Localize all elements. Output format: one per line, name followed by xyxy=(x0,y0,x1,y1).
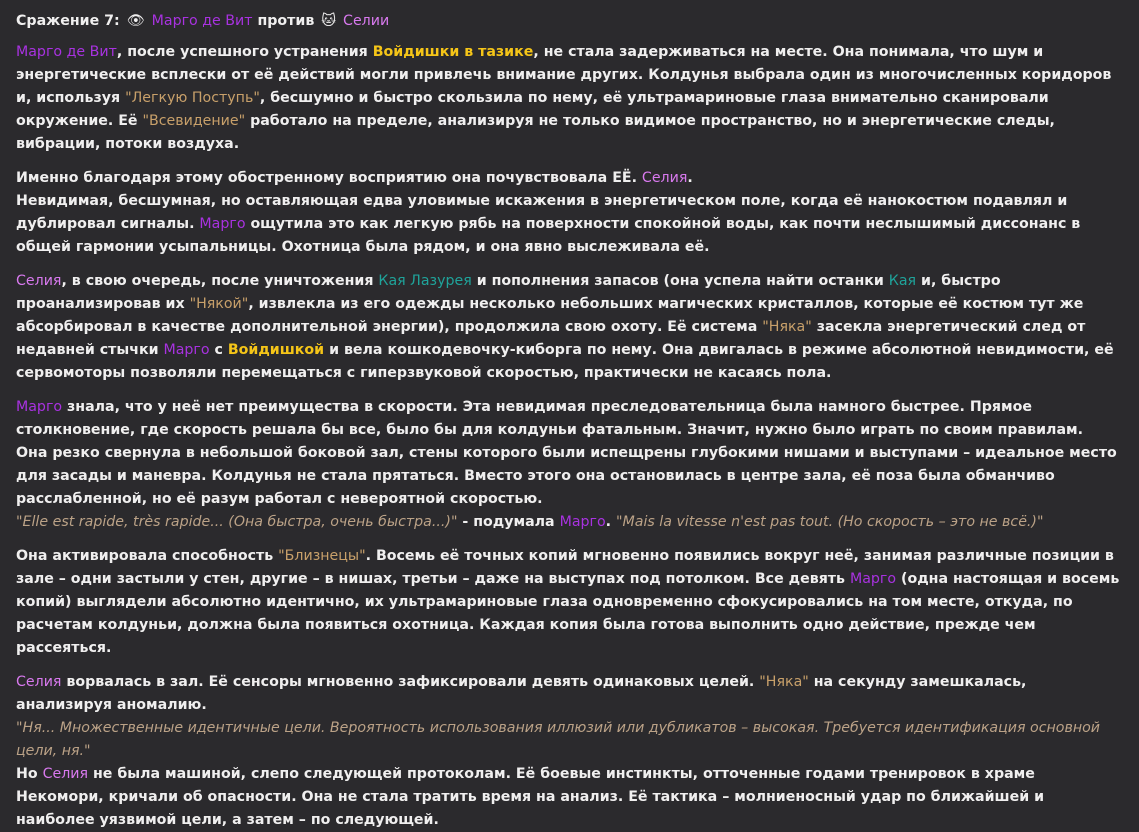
name-voidishka: Войдишкой xyxy=(227,342,325,358)
name-selia: Селия xyxy=(16,273,62,289)
text-span: , извлекла из его одежды несколько небольших магических кристаллов, которые её костюм тут же абсорбировал в качестве дополнительной энергии), продолжила свою охоту. Её система xyxy=(16,296,1084,335)
paragraph-4 xyxy=(16,270,1127,385)
paragraph-6 xyxy=(16,442,1127,511)
name-voidishka: Войдишки в тазике xyxy=(372,44,534,60)
cat-face-icon: 🐱 xyxy=(321,13,337,29)
quote-nyaka: "Ня... Множественные идентичные цели. Вероятность использования иллюзий или дубликатов – высокая. Требуется идентификация основной цели, ня." xyxy=(16,720,1101,759)
text-span: (одна настоящая и восемь копий) выглядели абсолютно идентично, их ультрамариновые глаза одновременно сфокусировались на том месте, откуда, по расчетам колдуньи, должна была появиться охотница. Каждая копия была готова выполнить одно действие, прежде чем рассеяться. xyxy=(16,571,1120,656)
name-kai-lazurey: Кая Лазурея xyxy=(378,273,472,289)
text-span: Но xyxy=(16,766,43,782)
text-span: . xyxy=(605,514,616,530)
name-kai: Кая xyxy=(888,273,917,289)
text-span: Невидимая, бесшумная, но оставляющая едва уловимые искажения в энергетическом поле, когда её нанокостюм подавлял и дублировал сигналы. xyxy=(16,193,1068,232)
system-nyaka: "Няка" xyxy=(762,319,812,335)
text-span: , бесшумно и быстро скользила по нему, её ультрамариновые глаза внимательно сканировали окружение. Её xyxy=(16,90,1049,129)
text-span: ощутила это как легкую рябь на поверхности спокойной воды, как почти неслышимый диссонанс в общей гармонии усыпальницы. Охотница была рядом, и она явно выслеживала её. xyxy=(16,216,1081,255)
text-span: Она резко свернула в небольшой боковой зал, стены которого были испещрены глубокими нишами и выступами – идеальное место для засады и маневра. Колдунья не стала прятаться. Вместо этого она остановилась в центре зала, её поза была обманчиво расслабленной, но её разум работал с невероятной скоростью. xyxy=(16,445,1117,507)
text-span: засекла энергетический след от недавней стычки xyxy=(16,319,1086,358)
name-margo: Марго xyxy=(199,216,246,232)
name-margo: Марго xyxy=(849,571,897,587)
fighter-one-name: Марго де Вит xyxy=(151,13,253,29)
text-span: , не стала задерживаться на месте. Она понимала, что шум и энергетические всплески от её действий могли привлечь внимание других. Колдунья выбрала один из многочисленных коридоров и, используя xyxy=(16,44,1112,106)
quote-french-2: "Mais la vitesse n'est pas tout. (Но скорость – это не всё.)" xyxy=(616,514,1044,530)
paragraph-1 xyxy=(16,41,1127,156)
text-span: и вела кошкодевочку-киборга по нему. Она двигалась в режиме абсолютной невидимости, её сервомоторы позволяли перемещаться с гиперзвуковой скоростью, практически не касаясь пола. xyxy=(16,342,1114,381)
battle-label: Сражение 7: xyxy=(16,13,120,29)
text-span: , после успешного устранения xyxy=(116,44,373,60)
system-nyaka: "Някой" xyxy=(189,296,249,312)
versus-label: против xyxy=(257,13,315,29)
paragraph-8 xyxy=(16,545,1127,660)
paragraph-2 xyxy=(16,167,1127,190)
text-span: ворвалась в зал. Её сенсоры мгновенно зафиксировали девять одинаковых целей. xyxy=(61,674,760,690)
text-span: и пополнения запасов (она успела найти останки xyxy=(471,273,889,289)
name-margo: Марго xyxy=(559,514,606,530)
text-span: , в свою очередь, после уничтожения xyxy=(61,273,379,289)
paragraph-11 xyxy=(16,763,1127,832)
name-selia: Селия xyxy=(16,674,62,690)
ability-twins: "Близнецы" xyxy=(278,548,366,564)
text-span: с xyxy=(209,342,228,358)
quote-french-1: "Elle est rapide, très rapide... (Она быстра, очень быстра...)" xyxy=(16,514,458,530)
name-margo: Марго xyxy=(16,399,63,415)
name-margo: Марго xyxy=(163,342,210,358)
name-selia: Селия xyxy=(641,170,688,186)
eye-icon: 👁 xyxy=(126,13,145,29)
text-span: не была машиной, слепо следующей протоколам. Её боевые инстинкты, отточенные годами тренировок в храме Некомори, кричали об опасности. Она не стала тратить время на анализ. Её тактика – молниеносный удар по ближайшей и наиболее уязвимой цели, а затем – по следующей. xyxy=(16,766,1045,828)
text-span: Именно благодаря этому обостренному восприятию она почувствовала ЕЁ. xyxy=(16,170,642,186)
text-span: - подумала xyxy=(457,514,560,530)
paragraph-7 xyxy=(16,511,1127,534)
paragraph-5 xyxy=(16,396,1127,442)
text-span: и, быстро проанализировав их xyxy=(16,273,1001,312)
battle-header xyxy=(16,9,1127,33)
text-span: Она активировала способность xyxy=(16,548,279,564)
text-span: работало на пределе, анализируя не только видимое пространство, но и энергетические следы, вибрации, потоки воздуха. xyxy=(16,113,1055,152)
ability-all-sight: "Всевидение" xyxy=(142,113,246,129)
text-span: . Восемь её точных копий мгновенно появились вокруг неё, занимая различные позиции в зале – одни застыли у стен, другие – в нишах, третьи – даже на выступах под потолком. Все девять xyxy=(16,548,1114,587)
paragraph-3 xyxy=(16,190,1127,259)
text-span: на секунду замешкалась, анализируя аномалию. xyxy=(16,674,1027,713)
system-nyaka: "Няка" xyxy=(759,674,809,690)
fighter-two-name: Селии xyxy=(343,13,390,29)
ability-light-step: "Легкую Поступь" xyxy=(125,90,260,106)
paragraph-9 xyxy=(16,671,1127,717)
text-span: знала, что у неё нет преимущества в скорости. Эта невидимая преследовательница была намного быстрее. Прямое столкновение, где скорость решала бы все, было бы для колдуньи фатальным. Значит, нужно было играть по своим правилам. xyxy=(16,399,1084,438)
paragraph-10 xyxy=(16,717,1127,763)
text-span: . xyxy=(687,170,693,186)
name-selia: Селия xyxy=(42,766,89,782)
name-margo: Марго де Вит xyxy=(16,44,117,60)
